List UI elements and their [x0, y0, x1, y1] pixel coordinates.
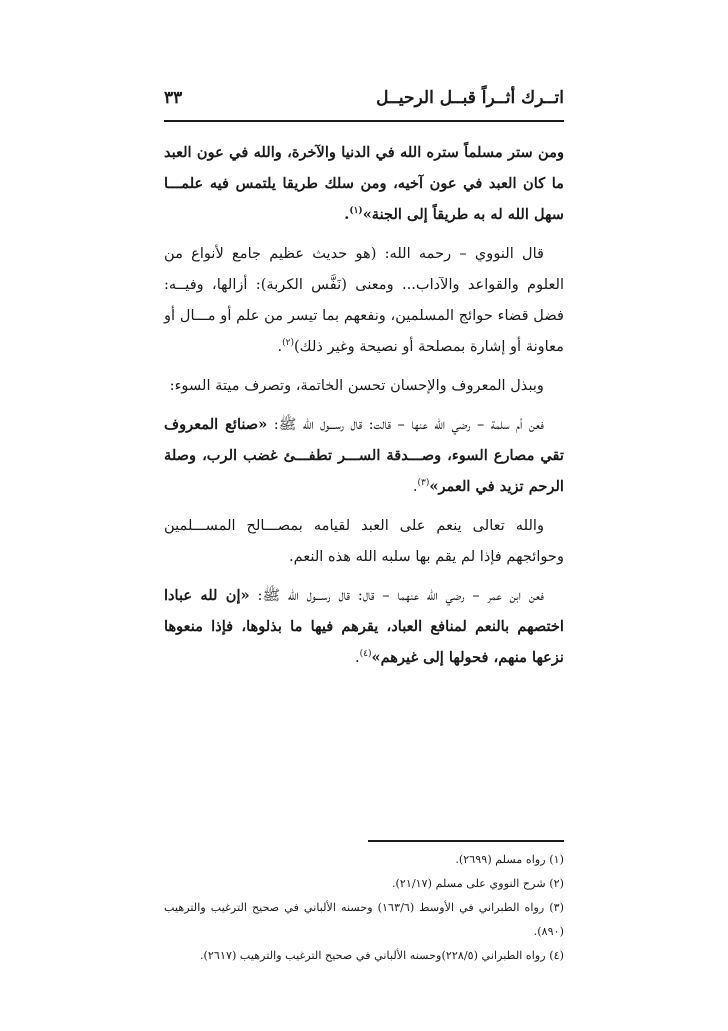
- hadith-text: ومن ستر مسلماً ستره الله في الدنيا والآخرة، والله في عون العبد ما كان العبد في عون آخيه، ومن سلك طريقا يلتمس فيه علمـــا سهل الله له به طريقاً إلى الجنة»: [164, 144, 564, 223]
- paragraph-hadith-continuation: [164, 137, 564, 230]
- sentence-end: .: [344, 206, 350, 223]
- page-number: ٣٣: [164, 88, 183, 108]
- body-text: [164, 137, 564, 673]
- paragraph-good-ending: [164, 370, 564, 401]
- footnote-ref-2: (٢): [282, 338, 294, 349]
- footnote-2: (٢) شرح النووي على مسلم (٢١/١٧).: [391, 877, 564, 890]
- footnote-ref-1: (١): [349, 206, 363, 217]
- running-header: [164, 88, 564, 118]
- footnotes: [164, 848, 564, 968]
- footnote-3: (٣) رواه الطبراني في الأوسط (١٦٣/٦) وحسنه الألباني في صحيح الترغيب والترهيب (٨٩٠).: [164, 901, 564, 938]
- header-rule: [164, 120, 564, 122]
- hadith-quote: «إن لله عبادا اختصهم بالنعم لمنافع العباد، يقرهم فيها ما بذلوها، فإذا منعوها نزعها منهم، فحولها إلى غيرهم»: [164, 587, 564, 666]
- footnote-ref-3: (٣): [417, 478, 430, 489]
- good-ending-text: وببذل المعروف والإحسان تحسن الخاتمة، وتصرف ميتة السوء:: [169, 377, 544, 394]
- paragraph-ibn-umar-hadith: [164, 580, 564, 673]
- commentary-text: قال النووي – رحمه الله: (هو حديث عظيم جامع لأنواع من العلوم والقواعد والآداب... ومعنى (نَفَّس الكربة): أزالها، وفيــه: فضل قضاء حوائج المسلمين، ونفعهم بما تيسر من علم أو مـــال أو معاونة أو إشارة بمصلحة أو نصيحة وغير ذلك): [164, 245, 564, 355]
- paragraph-umm-salama-hadith: [164, 409, 564, 502]
- footnote-separator: [368, 840, 564, 842]
- hadith-intro: فعن ابن عمر – رضي الله عنهما – قال: قال رســـول الله ﷺ:: [257, 587, 544, 604]
- hadith-quote: «صنائع المعروف تقي مصارع السوء، وصـــدقة الســـر تطفـــئ غضب الرب، وصلة الرحم تزيد في العمر»: [164, 416, 564, 495]
- footnote-4: (٤) رواه الطبراني (٢٢٨/٥)وحسنه الألباني في صحيح الترغيب والترهيب (٢٦١٧).: [200, 949, 564, 962]
- footnote-ref-4: (٤): [359, 649, 372, 660]
- sentence-end: .: [412, 478, 418, 495]
- header-title: اتــرك أثــراً قبــل الرحيــل: [376, 88, 564, 108]
- footnote-1: (١) رواه مسلم (٢٦٩٩).: [455, 853, 564, 866]
- sentence-end: .: [354, 649, 360, 666]
- blessings-text: والله تعالى ينعم على العبد لقيامه بمصـــالح المســـلمين وحوائجهم فإذا لم يقم بها سلبه الله هذه النعم.: [164, 517, 564, 565]
- paragraph-blessings: [164, 510, 564, 572]
- paragraph-nawawi-commentary: [164, 238, 564, 362]
- hadith-intro: فعن أم سلمة – رضي الله عنها – قالت: قال رســـول الله ﷺ:: [273, 416, 545, 433]
- sentence-end: .: [277, 338, 283, 355]
